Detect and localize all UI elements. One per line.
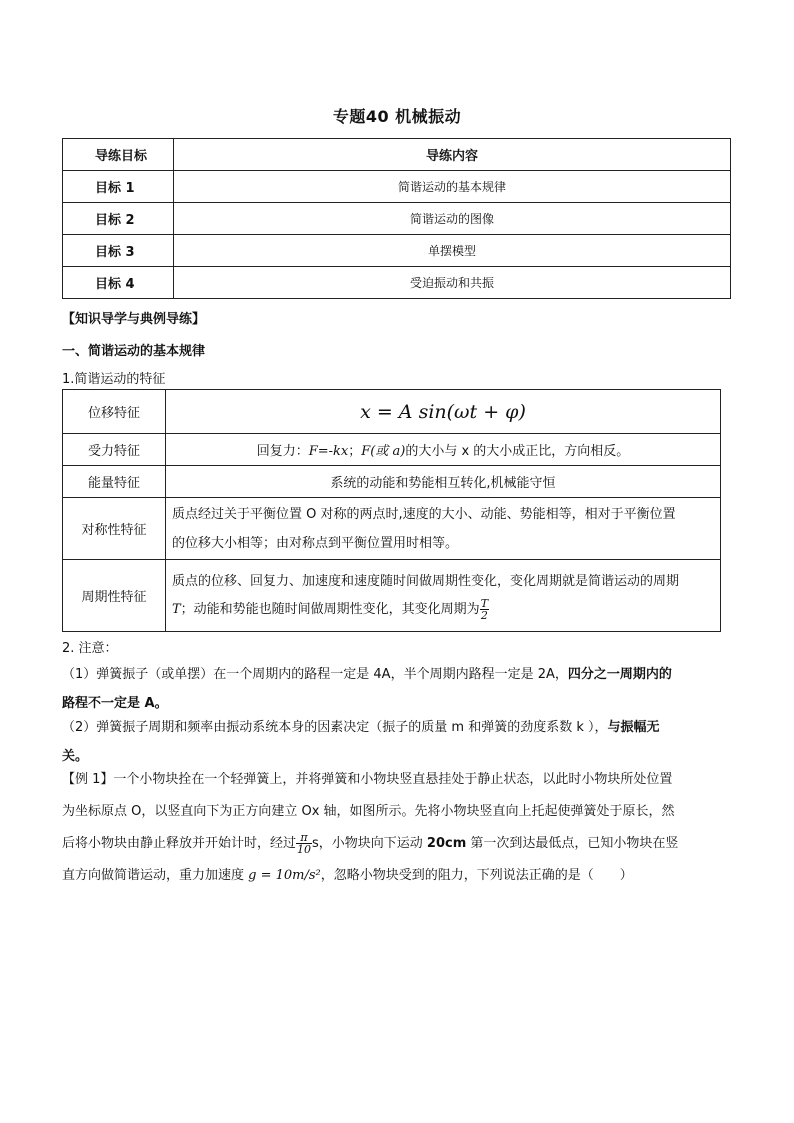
force-text-d: F(或 a) <box>361 444 406 459</box>
feature-label: 对称性特征 <box>63 498 166 560</box>
feature-row-energy <box>63 466 721 498</box>
fraction-numerator: π <box>296 832 312 844</box>
example-line-2: 为坐标原点 O，以竖直向下为正方向建立 Ox 轴，如图所示。先将小物块竖直向上托起使弹簧处于原长，然 <box>62 804 675 819</box>
feature-table <box>62 389 721 632</box>
period-text: ；动能和势能也随时间做周期性变化，其变化周期为 <box>180 601 480 617</box>
force-text-a: 回复力： <box>256 444 309 459</box>
feature-row-period <box>63 560 721 632</box>
half-period-fraction <box>480 598 489 621</box>
feature-row-symmetry <box>63 498 721 560</box>
period-description <box>166 560 721 632</box>
feature-label: 位移特征 <box>63 390 166 434</box>
goals-header-goal: 导练目标 <box>63 139 174 171</box>
note-1 <box>62 660 732 718</box>
example-text: ，忽略小物块受到的阻力，下列说法正确的是（ ） <box>320 868 633 883</box>
goal-content: 简谐运动的基本规律 <box>174 171 731 203</box>
displacement-formula <box>166 390 721 434</box>
example-text: 直方向做简谐运动，重力加速度 <box>62 868 249 883</box>
force-text-c: ； <box>348 444 362 459</box>
example-text: 第一次到达最低点，已知小物块在竖 <box>466 836 679 851</box>
goal-content: 单摆模型 <box>174 235 731 267</box>
note-2-emphasis-cont: 关。 <box>62 749 89 764</box>
goal-content: 受迫振动和共振 <box>174 267 731 299</box>
feature-label: 能量特征 <box>63 466 166 498</box>
example-text: 后将小物块由静止释放并开始计时，经过 <box>62 836 297 851</box>
gravity-value: g = 10m/s² <box>248 868 321 883</box>
example-line-1: 【例 1】一个小物块拴在一个轻弹簧上，并将弹簧和小物块竖直悬挂处于静止状态，以此时小物块所处位置 <box>62 772 673 787</box>
feature-row-displacement <box>63 390 721 434</box>
goals-table-row <box>63 235 731 267</box>
note-1-emphasis-cont: 路程不一定是 A。 <box>62 696 168 711</box>
page-title: 专题40 机械振动 <box>332 107 462 126</box>
goal-label: 目标 3 <box>63 235 174 267</box>
goals-header-content: 导练内容 <box>174 139 731 171</box>
distance-value: 20cm <box>426 836 467 851</box>
example-line-4 <box>62 860 732 892</box>
fraction-numerator: T <box>480 596 489 610</box>
features-heading: 1.简谐运动的特征 <box>62 372 166 387</box>
example-text: s，小物块向下运动 <box>312 836 427 851</box>
section-heading: 【知识导学与典例导练】 <box>62 312 206 327</box>
feature-label: 受力特征 <box>63 434 166 466</box>
energy-description: 系统的动能和势能相互转化,机械能守恒 <box>166 466 721 498</box>
force-text-b: F=-kx <box>308 444 349 459</box>
goals-table <box>62 138 731 299</box>
symmetry-description <box>166 498 721 560</box>
goals-table-row <box>63 267 731 299</box>
fraction-denominator: 10 <box>297 843 312 856</box>
note-1-text: （1）弹簧振子（或单摆）在一个周期内的路程一定是 4A，半个周期内路程一定是 2A， <box>62 667 568 682</box>
period-symbol: T <box>172 601 181 617</box>
fraction-denominator: 2 <box>480 608 488 622</box>
goals-table-header <box>63 139 731 171</box>
period-line-1: 质点的位移、回复力、加速度和速度随时间做周期性变化，变化周期就是简谐运动的周期 <box>172 573 680 589</box>
example-1 <box>62 764 732 892</box>
force-text-e: 的大小与 x 的大小成正比，方向相反。 <box>405 444 630 459</box>
goals-table-row <box>63 171 731 203</box>
example-line-3 <box>62 828 732 860</box>
formula-text: x = A sin(ωt + φ) <box>360 400 526 423</box>
subsection-heading: 一、简谐运动的基本规律 <box>62 344 206 359</box>
goal-label: 目标 2 <box>63 203 174 235</box>
symmetry-line-1: 质点经过关于平衡位置 O 对称的两点时,速度的大小、动能、势能相等，相对于平衡位置 <box>172 506 676 522</box>
feature-row-force <box>63 434 721 466</box>
goal-content: 简谐运动的图像 <box>174 203 731 235</box>
feature-label: 周期性特征 <box>63 560 166 632</box>
note-1-emphasis: 四分之一周期内的 <box>567 667 672 682</box>
note-2-text: （2）弹簧振子周期和频率由振动系统本身的因素决定（振子的质量 m 和弹簧的劲度系数 k ）， <box>62 720 608 735</box>
time-fraction <box>296 832 312 855</box>
symmetry-line-2: 的位移大小相等；由对称点到平衡位置用时相等。 <box>172 535 459 551</box>
force-description <box>166 434 721 466</box>
note-2-emphasis: 与振幅无 <box>607 720 660 735</box>
period-line-2 <box>172 596 720 624</box>
note-2 <box>62 713 732 771</box>
goal-label: 目标 4 <box>63 267 174 299</box>
notes-heading: 2. 注意： <box>62 641 118 656</box>
goals-table-row <box>63 203 731 235</box>
goal-label: 目标 1 <box>63 171 174 203</box>
